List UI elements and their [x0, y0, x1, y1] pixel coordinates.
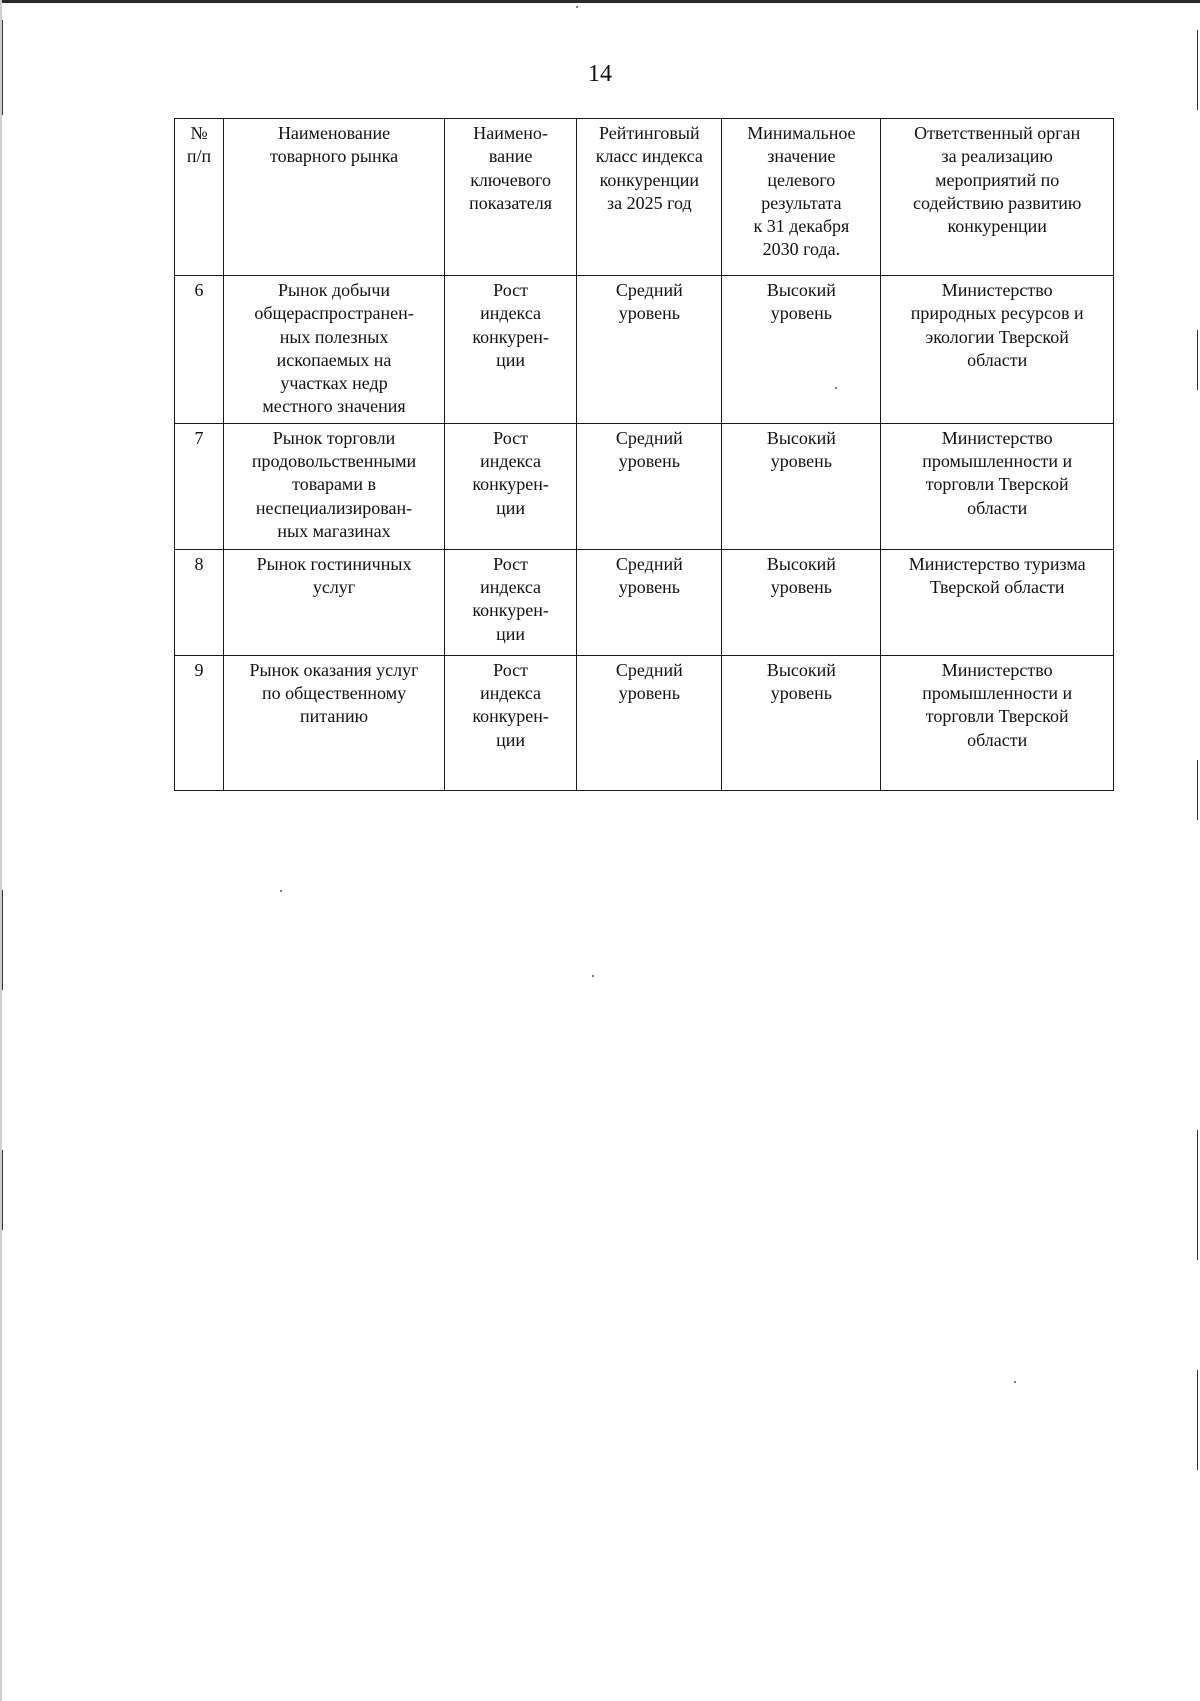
- cell-indicator-text: Рост индекса конкурен- ции: [472, 553, 549, 644]
- cell-rating-class: [577, 423, 722, 549]
- cell-indicator: [444, 655, 576, 790]
- header-responsible-text: Ответственный орган за реализацию мероприятий по содействию развитию конкуренции: [912, 123, 1082, 237]
- cell-rating-class-text: Средний уровень: [615, 427, 683, 472]
- cell-rating-class: [577, 655, 722, 790]
- cell-indicator: [444, 423, 576, 549]
- cell-min-value: [722, 423, 881, 549]
- header-number: [175, 119, 224, 276]
- table-row: [175, 423, 1114, 549]
- scan-top-edge: [0, 0, 1200, 3]
- cell-responsible: [881, 549, 1114, 655]
- header-indicator: [444, 119, 576, 276]
- cell-number: [175, 276, 224, 424]
- table-row: [175, 549, 1114, 655]
- cell-responsible-text: Министерство промышленности и торговли Тверской области: [922, 427, 1073, 518]
- cell-market: [224, 655, 445, 790]
- cell-rating-class-text: Средний уровень: [615, 280, 683, 324]
- cell-number: [175, 549, 224, 655]
- cell-number-text: 8: [194, 553, 204, 574]
- cell-number: [175, 423, 224, 549]
- cell-indicator-text: Рост индекса конкурен- ции: [472, 659, 549, 750]
- cell-market-text: Рынок оказания услуг по общественному питанию: [249, 659, 419, 727]
- scan-margin-mark: [1197, 330, 1198, 390]
- header-market-text: Наименование товарного рынка: [269, 123, 399, 167]
- header-min-value: [722, 119, 881, 276]
- page-number: 14: [588, 61, 612, 87]
- scan-speck: [576, 6, 578, 8]
- cell-min-value-text: Высокий уровень: [766, 553, 836, 598]
- scan-margin-mark: [1197, 1130, 1198, 1260]
- competition-table: [174, 118, 1114, 791]
- header-rating-class-text: Рейтинговый класс индекса конкуренции за 2025 год: [595, 123, 703, 213]
- header-number-text: № п/п: [186, 123, 212, 167]
- cell-market-text: Рынок добычи общераспространен- ных полезных ископаемых на участках недр местного значения: [254, 280, 414, 417]
- cell-indicator: [444, 276, 576, 424]
- cell-number: [175, 655, 224, 790]
- cell-market: [224, 549, 445, 655]
- cell-rating-class-text: Средний уровень: [615, 553, 683, 598]
- header-indicator-text: Наимено- вание ключевого показателя: [469, 123, 553, 213]
- cell-market: [224, 423, 445, 549]
- cell-min-value-text: Высокий уровень: [766, 427, 836, 472]
- scan-left-edge: [0, 0, 2, 1701]
- cell-indicator: [444, 549, 576, 655]
- scan-margin-mark: [2, 890, 3, 990]
- cell-responsible-text: Министерство природных ресурсов и экологии Тверской области: [910, 280, 1084, 370]
- cell-responsible: [881, 276, 1114, 424]
- cell-responsible-text: Министерство промышленности и торговли Тверской области: [922, 659, 1073, 750]
- cell-market-text: Рынок гостиничных услуг: [256, 553, 412, 598]
- cell-min-value-text: Высокий уровень: [766, 280, 836, 324]
- header-rating-class: [577, 119, 722, 276]
- cell-responsible: [881, 423, 1114, 549]
- cell-number-text: 7: [194, 427, 204, 448]
- cell-number-text: 6: [194, 280, 204, 300]
- cell-indicator-text: Рост индекса конкурен- ции: [472, 280, 549, 370]
- cell-rating-class-text: Средний уровень: [615, 659, 683, 704]
- cell-number-text: 9: [194, 659, 204, 680]
- cell-min-value: [722, 276, 881, 424]
- scan-margin-mark: [1197, 1370, 1198, 1470]
- scan-speck: [280, 890, 282, 892]
- cell-market: [224, 276, 445, 424]
- scan-margin-mark: [2, 1150, 3, 1230]
- cell-rating-class: [577, 549, 722, 655]
- scan-margin-mark: [1197, 760, 1198, 820]
- scan-speck: [1014, 1381, 1016, 1383]
- header-responsible: [881, 119, 1114, 276]
- header-min-value-text: Минимальное значение целевого результата к 31 декабря 2030 года.: [747, 123, 856, 260]
- cell-min-value: [722, 549, 881, 655]
- table-row: [175, 655, 1114, 790]
- cell-market-text: Рынок торговли продовольственными товарами в неспециализирован- ных магазинах: [251, 427, 417, 541]
- cell-responsible: [881, 655, 1114, 790]
- cell-rating-class: [577, 276, 722, 424]
- scan-speck: [592, 975, 594, 977]
- table-row: [175, 276, 1114, 424]
- header-market: [224, 119, 445, 276]
- cell-min-value-text: Высокий уровень: [766, 659, 836, 704]
- cell-responsible-text: Министерство туризма Тверской области: [908, 553, 1086, 598]
- table-header-row: [175, 119, 1114, 276]
- cell-indicator-text: Рост индекса конкурен- ции: [472, 427, 549, 518]
- cell-min-value: [722, 655, 881, 790]
